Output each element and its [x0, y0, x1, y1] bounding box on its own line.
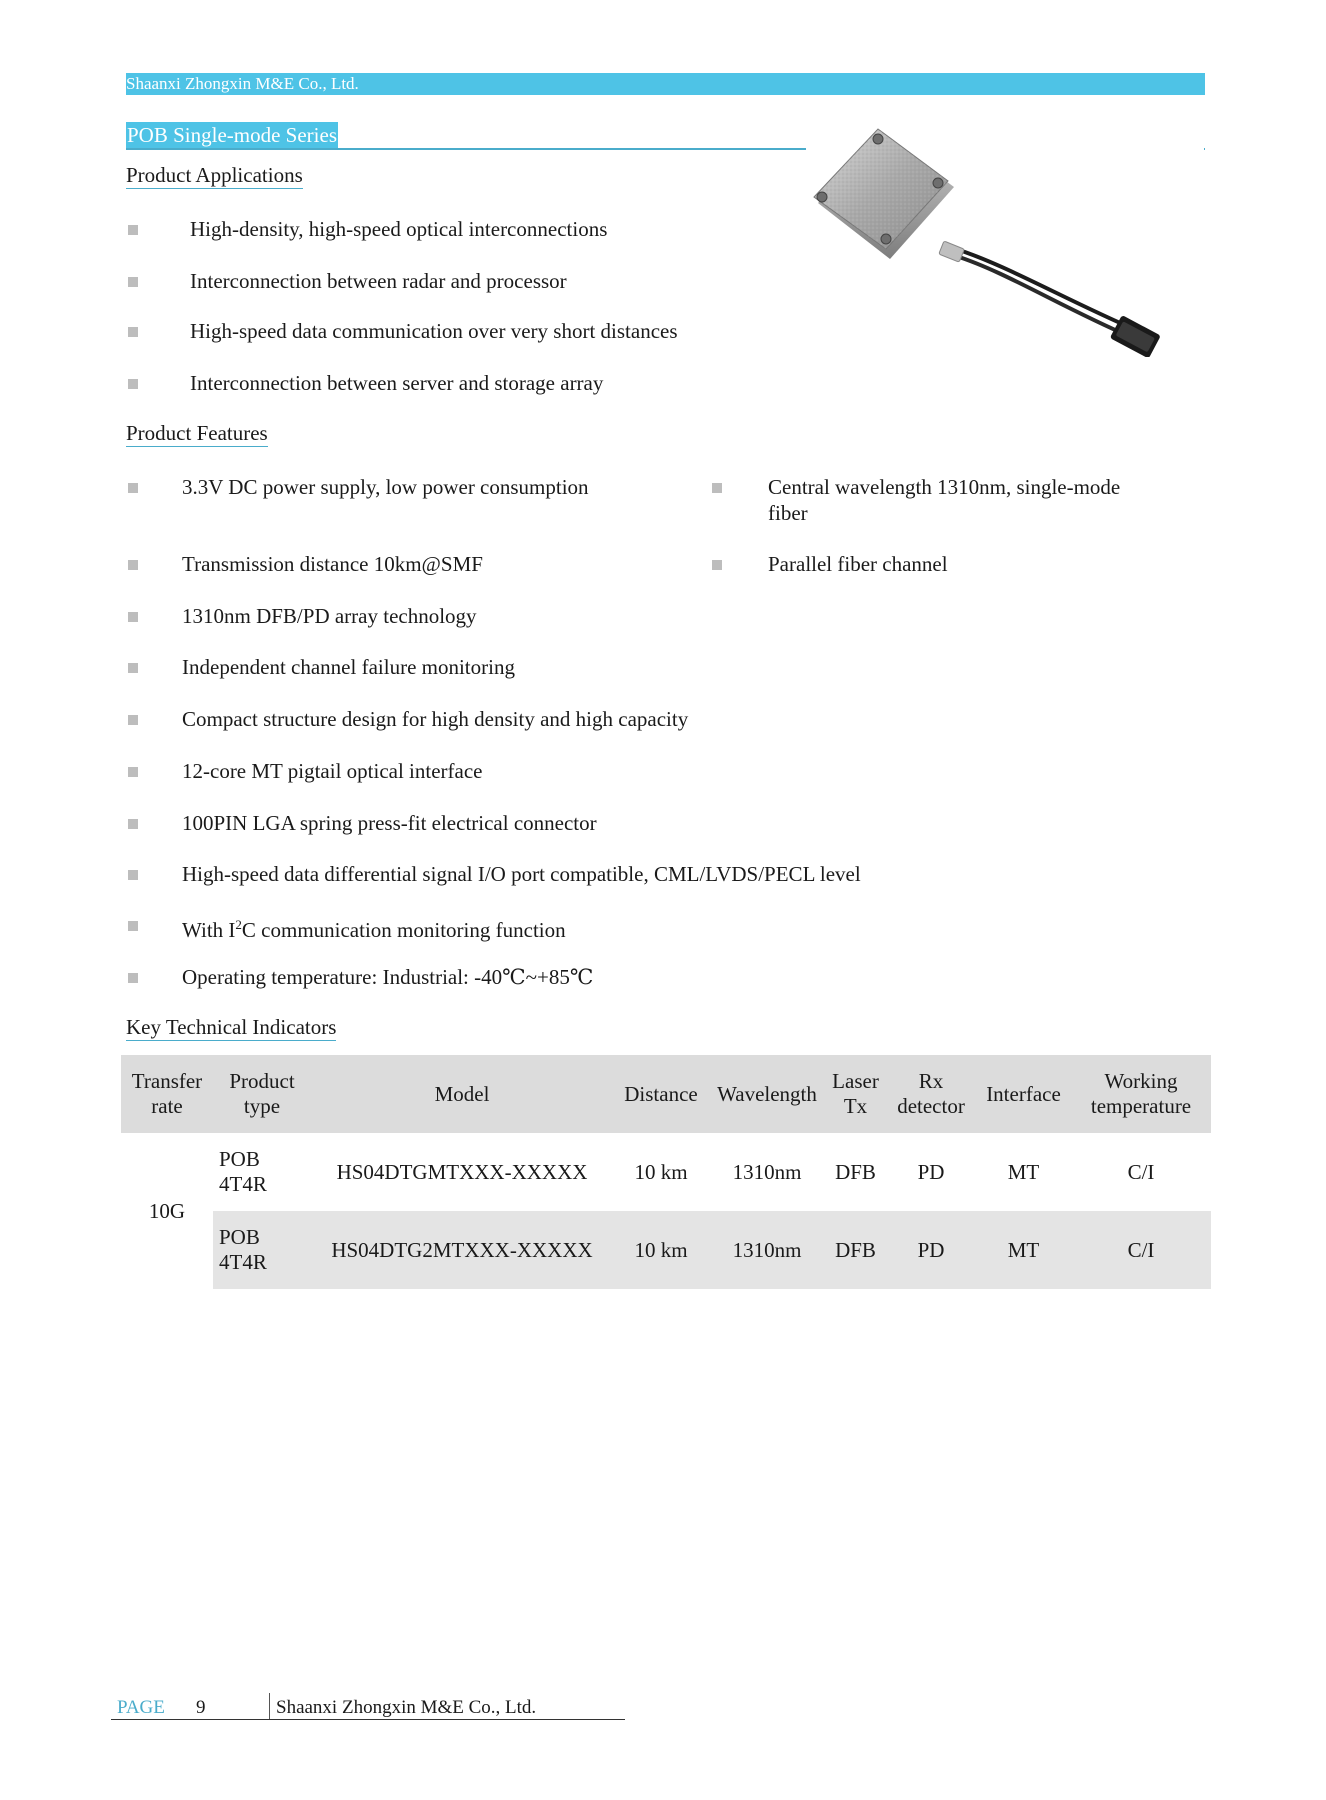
square-bullet-icon	[128, 767, 138, 777]
indicators-table	[121, 1055, 1211, 1289]
col-header-laser-tx: Laser Tx	[825, 1055, 886, 1133]
product-type-cell: POB 4T4R	[213, 1211, 311, 1289]
laser-cell: DFB	[825, 1211, 886, 1289]
header-company: Shaanxi Zhongxin M&E Co., Ltd.	[126, 74, 359, 93]
square-bullet-icon	[128, 973, 138, 983]
distance-cell: 10 km	[634, 1159, 688, 1184]
interface-cell: MT	[976, 1211, 1071, 1289]
square-bullet-icon	[128, 379, 138, 389]
interface-cell: MT	[1007, 1159, 1040, 1184]
model-cell: HS04DTGMTXXX-XXXXX	[336, 1159, 588, 1184]
square-bullet-icon	[128, 483, 138, 493]
square-bullet-icon	[712, 560, 722, 570]
rx-cell: PD	[917, 1159, 945, 1184]
col-header-interface: Interface	[976, 1055, 1071, 1133]
indicators-heading: Key Technical Indicators	[126, 1015, 337, 1039]
col-header-transfer-rate: Transfer rate	[121, 1055, 213, 1133]
col-header-rx-detector: Rx detector	[886, 1055, 976, 1133]
product-type-cell: POB 4T4R	[219, 1147, 267, 1196]
temperature-cell: C/I	[1071, 1211, 1211, 1289]
col-header-model: Model	[311, 1055, 613, 1133]
table-row	[121, 1211, 1211, 1289]
square-bullet-icon	[128, 612, 138, 622]
wavelength-cell: 1310nm	[709, 1211, 825, 1289]
square-bullet-icon	[128, 560, 138, 570]
col-header-product-type: Product type	[213, 1055, 311, 1133]
rx-cell: PD	[886, 1211, 976, 1289]
square-bullet-icon	[128, 277, 138, 287]
footer-company: Shaanxi Zhongxin M&E Co., Ltd.	[276, 1697, 537, 1718]
square-bullet-icon	[128, 225, 138, 235]
i2c-feature-text: With $I^2C$ communication monitoring function	[182, 917, 566, 942]
wavelength-cell: 1310nm	[732, 1159, 802, 1184]
col-header-wavelength: Wavelength	[709, 1055, 825, 1133]
col-header-working-temperature: Working temperature	[1071, 1055, 1211, 1133]
table-header-row	[121, 1055, 1211, 1133]
laser-cell: DFB	[835, 1159, 876, 1184]
applications-heading: Product Applications	[126, 163, 303, 187]
series-title: POB Single-mode Series	[127, 123, 337, 147]
square-bullet-icon	[128, 819, 138, 829]
transfer-rate-cell: 10G	[148, 1198, 186, 1223]
features-heading: Product Features	[126, 421, 268, 445]
square-bullet-icon	[128, 715, 138, 725]
footer-separator	[269, 1693, 270, 1719]
square-bullet-icon	[128, 921, 138, 931]
square-bullet-icon	[128, 663, 138, 673]
table-row	[121, 1133, 1211, 1211]
square-bullet-icon	[128, 870, 138, 880]
distance-cell: 10 km	[613, 1211, 709, 1289]
model-cell: HS04DTG2MTXXX-XXXXX	[311, 1211, 613, 1289]
footer-page-number: 9	[196, 1697, 206, 1718]
header-company-bar	[126, 73, 1205, 95]
temperature-cell: C/I	[1127, 1159, 1155, 1184]
product-photo	[806, 125, 1204, 357]
footer-page-label: PAGE	[117, 1697, 165, 1718]
square-bullet-icon	[712, 483, 722, 493]
square-bullet-icon	[128, 327, 138, 337]
col-header-distance: Distance	[613, 1055, 709, 1133]
footer-rule	[111, 1719, 625, 1720]
